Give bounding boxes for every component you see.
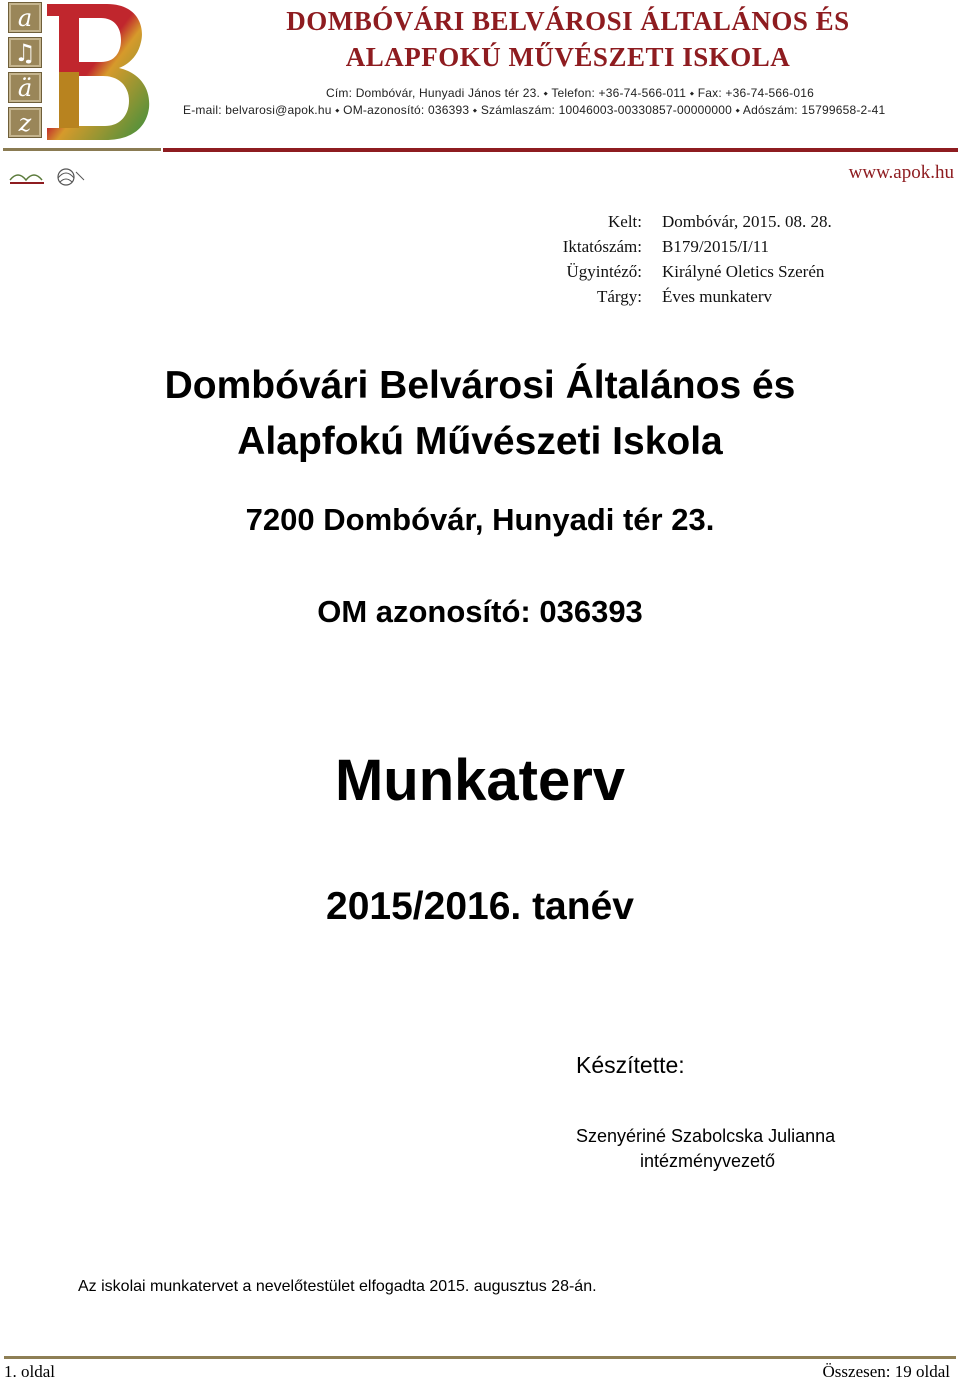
meta-row-date [0,212,960,236]
logo-letter-music-note: ♫ [8,37,42,68]
meta-value: B179/2015/I/11 [662,237,770,256]
meta-value: Királyné Oletics Szerén [662,262,825,281]
footer-divider [4,1356,956,1359]
contact-line1: Cím: Dombóvár, Hunyadi János tér 23. ⬩ Telefon: +36-74-566-011 ⬩ Fax: +36-74-566-016 [326,86,814,100]
school-name-line2: Alapfokú Művészeti Iskola [237,420,723,463]
preparer-name: Szenyériné Szabolcska Julianna [576,1126,836,1146]
meta-label: Iktatószám: [562,237,642,256]
meta-value: Éves munkaterv [662,287,772,306]
meta-row-reference [0,237,960,261]
approval-note: Az iskolai munkatervet a nevelőtestület elfogadta 2015. augusztus 28-án. [78,1278,597,1295]
meta-label: Ügyintéző: [566,262,642,281]
meta-row-administrator [0,262,960,286]
school-address: 7200 Dombóvár, Hunyadi tér 23. [245,502,715,537]
logo-letter-z: z [8,107,42,138]
contact-line2: E-mail: belvarosi@apok.hu ⬩ OM-azonosító: 036393 ⬩ Számlaszám: 10046003-00330857-00000000 ⬩ Adószám: 15799658-2-41 [183,103,886,117]
meta-label: Tárgy: [596,287,642,306]
org-name-line1: DOMBÓVÁRI BELVÁROSI ÁLTALÁNOS ÉS [286,6,850,36]
preparer-role: intézményvezető [640,1151,776,1171]
prepared-by-label: Készítette: [576,1052,685,1078]
school-logo-b-icon [45,2,155,142]
logo-letter-a: a [8,2,42,33]
om-identifier: OM azonosító: 036393 [317,594,643,629]
meta-row-subject [0,287,960,311]
org-name-line2: ALAPFOKÚ MŰVÉSZETI ISKOLA [345,42,791,72]
meta-value: Dombóvár, 2015. 08. 28. [662,212,832,231]
website-link[interactable]: www.apok.hu [848,162,954,183]
partner-logos-icon [6,166,86,190]
page-total: Összesen: 19 oldal [822,1362,950,1381]
page-number: 1. oldal [4,1362,55,1381]
meta-label: Kelt: [608,212,642,231]
document-title: Munkaterv [334,748,626,813]
school-name-line1: Dombóvári Belvárosi Általános és [164,364,796,407]
school-year: 2015/2016. tanév [326,885,634,928]
header-divider [0,148,960,156]
logo-letter-a-umlaut: ä [8,72,42,103]
